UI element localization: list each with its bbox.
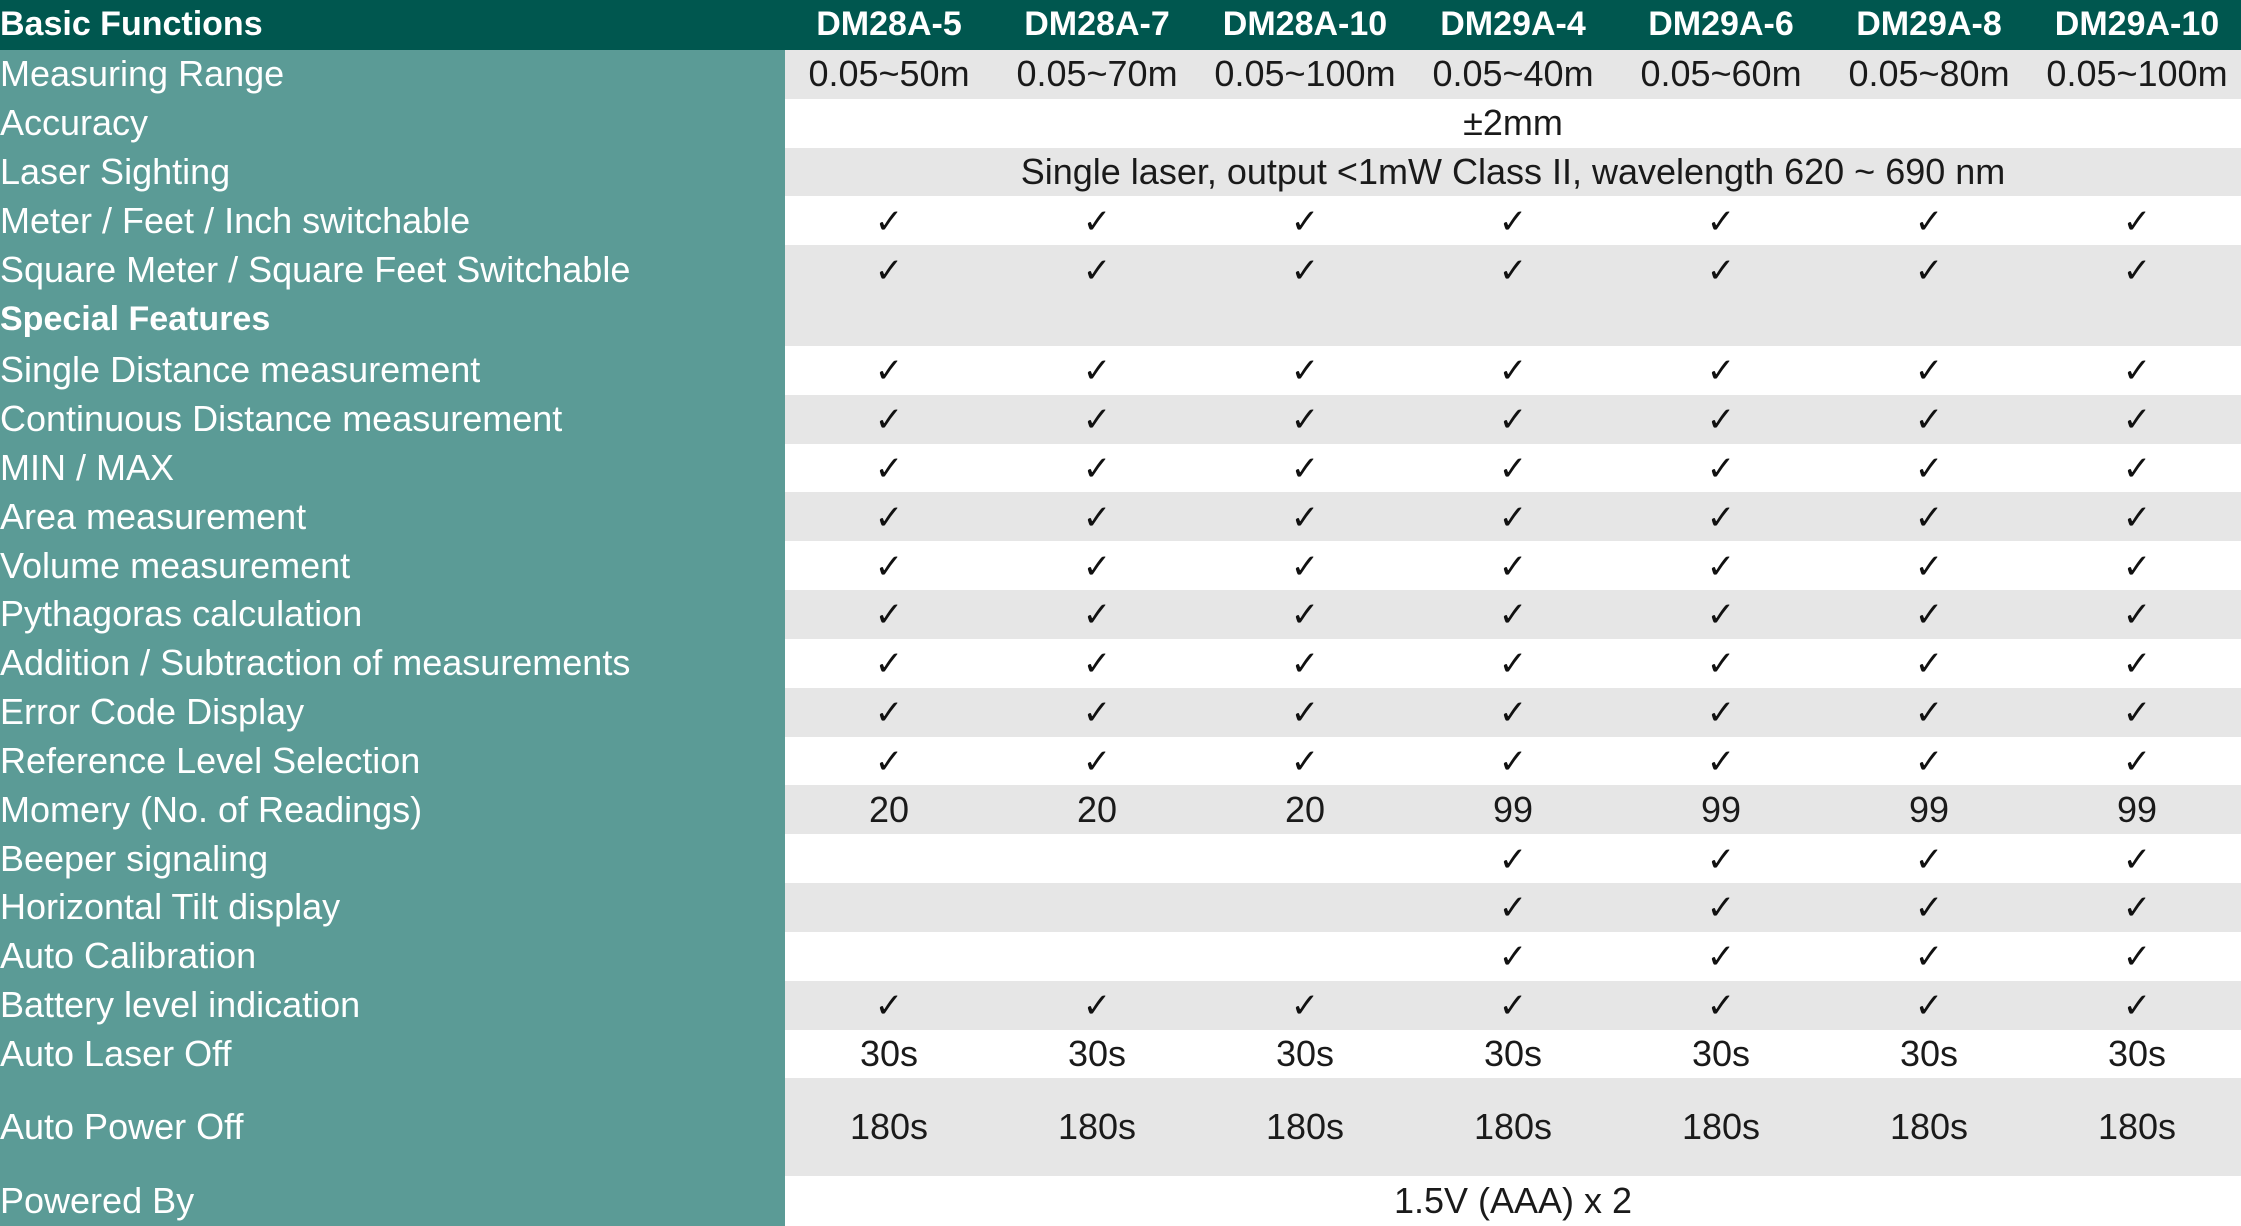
checkmark-icon: ✓ <box>874 250 904 291</box>
value-cell: 30s <box>1201 1030 1409 1079</box>
checkmark-icon: ✓ <box>2122 449 2152 489</box>
check-cell <box>1409 834 1617 883</box>
check-cell <box>1201 639 1409 688</box>
row-powered-by <box>0 1176 2241 1226</box>
checkmark-icon: ✓ <box>2122 693 2152 734</box>
section-heading: Special Features <box>0 294 785 346</box>
check-cell <box>2033 737 2241 786</box>
check-cell <box>2033 444 2241 493</box>
row-single-distance <box>0 346 2241 395</box>
checkmark-icon: ✓ <box>874 986 904 1027</box>
check-cell <box>1617 395 1825 444</box>
check-cell <box>785 541 993 590</box>
checkmark-icon: ✓ <box>1290 449 1320 489</box>
row-label: Powered By <box>0 1176 785 1226</box>
checkmark-icon: ✓ <box>1290 986 1320 1027</box>
checkmark-icon: ✓ <box>1290 400 1320 441</box>
check-cell <box>2033 346 2241 395</box>
checkmark-icon: ✓ <box>1914 644 1944 685</box>
model-header: DM29A-10 <box>2033 0 2241 50</box>
check-cell <box>1617 688 1825 737</box>
checkmark-icon: ✓ <box>874 351 904 392</box>
check-cell <box>785 981 993 1030</box>
value-cell: 20 <box>785 785 993 834</box>
value-cell: 180s <box>2033 1078 2241 1176</box>
row-measuring-range <box>0 50 2241 99</box>
row-label: Measuring Range <box>0 50 785 99</box>
checkmark-icon: ✓ <box>1498 644 1528 685</box>
checkmark-icon: ✓ <box>2122 839 2152 880</box>
check-cell <box>1409 346 1617 395</box>
row-label: Area measurement <box>0 492 785 541</box>
check-cell <box>1825 590 2033 639</box>
empty-cell <box>785 294 2241 346</box>
checkmark-icon: ✓ <box>1498 937 1528 978</box>
checkmark-icon: ✓ <box>1290 644 1320 685</box>
check-cell <box>1825 395 2033 444</box>
check-cell <box>2033 981 2241 1030</box>
check-cell <box>2033 492 2241 541</box>
model-header: DM28A-5 <box>785 0 993 50</box>
header-row <box>0 0 2241 50</box>
value-cell: Single laser, output <1mW Class II, wavelength 620 ~ 690 nm <box>785 148 2241 197</box>
value-cell: 0.05~60m <box>1617 50 1825 99</box>
value-cell: 0.05~100m <box>1201 50 1409 99</box>
value-cell: 30s <box>785 1030 993 1079</box>
check-cell <box>1617 346 1825 395</box>
check-cell <box>1825 688 2033 737</box>
checkmark-icon: ✓ <box>1498 839 1528 880</box>
check-cell <box>1617 590 1825 639</box>
check-cell <box>1617 932 1825 981</box>
check-cell <box>993 245 1201 294</box>
checkmark-icon: ✓ <box>1914 888 1944 929</box>
check-cell <box>1201 444 1409 493</box>
check-cell <box>1409 883 1617 932</box>
checkmark-icon: ✓ <box>2122 546 2152 587</box>
checkmark-icon: ✓ <box>1498 351 1528 392</box>
row-label: MIN / MAX <box>0 444 785 493</box>
check-cell <box>785 346 993 395</box>
row-label: Single Distance measurement <box>0 346 785 395</box>
check-cell <box>785 590 993 639</box>
value-cell: 30s <box>2033 1030 2241 1079</box>
check-cell <box>1409 639 1617 688</box>
checkmark-icon: ✓ <box>874 497 904 538</box>
row-volume <box>0 541 2241 590</box>
checkmark-icon: ✓ <box>1082 546 1112 587</box>
value-cell: 180s <box>1201 1078 1409 1176</box>
check-cell <box>1617 639 1825 688</box>
check-cell <box>785 395 993 444</box>
check-cell <box>1825 346 2033 395</box>
row-auto-power-off <box>0 1078 2241 1176</box>
check-cell <box>1201 492 1409 541</box>
check-cell <box>2033 245 2241 294</box>
row-auto-laser-off <box>0 1030 2241 1079</box>
checkmark-icon: ✓ <box>1706 351 1736 392</box>
check-cell <box>993 737 1201 786</box>
check-cell <box>1409 688 1617 737</box>
checkmark-icon: ✓ <box>1706 201 1736 242</box>
checkmark-icon: ✓ <box>874 644 904 685</box>
empty-cell <box>785 834 993 883</box>
check-cell <box>1617 245 1825 294</box>
value-cell: 180s <box>785 1078 993 1176</box>
checkmark-icon: ✓ <box>1706 839 1736 880</box>
check-cell <box>1825 932 2033 981</box>
check-cell <box>2033 883 2241 932</box>
check-cell <box>1409 395 1617 444</box>
checkmark-icon: ✓ <box>2122 201 2152 242</box>
checkmark-icon: ✓ <box>1706 741 1736 782</box>
check-cell <box>2033 932 2241 981</box>
checkmark-icon: ✓ <box>1914 595 1944 636</box>
value-cell: 0.05~40m <box>1409 50 1617 99</box>
checkmark-icon: ✓ <box>1082 201 1112 242</box>
check-cell <box>1617 444 1825 493</box>
row-beeper <box>0 834 2241 883</box>
checkmark-icon: ✓ <box>1082 497 1112 538</box>
row-memory <box>0 785 2241 834</box>
value-cell: ±2mm <box>785 99 2241 148</box>
value-cell: 180s <box>1617 1078 1825 1176</box>
check-cell <box>1201 245 1409 294</box>
row-laser-sighting <box>0 148 2241 197</box>
check-cell <box>993 395 1201 444</box>
model-header: DM29A-4 <box>1409 0 1617 50</box>
checkmark-icon: ✓ <box>874 693 904 734</box>
check-cell <box>1617 883 1825 932</box>
checkmark-icon: ✓ <box>2122 888 2152 929</box>
checkmark-icon: ✓ <box>1914 546 1944 587</box>
check-cell <box>1409 737 1617 786</box>
check-cell <box>993 492 1201 541</box>
empty-cell <box>1201 932 1409 981</box>
check-cell <box>993 541 1201 590</box>
row-label: Accuracy <box>0 99 785 148</box>
check-cell <box>993 981 1201 1030</box>
value-cell: 0.05~80m <box>1825 50 2033 99</box>
checkmark-icon: ✓ <box>1706 400 1736 441</box>
model-header: DM28A-10 <box>1201 0 1409 50</box>
checkmark-icon: ✓ <box>874 546 904 587</box>
checkmark-icon: ✓ <box>874 741 904 782</box>
row-label: Battery level indication <box>0 981 785 1030</box>
row-label: Beeper signaling <box>0 834 785 883</box>
value-cell: 180s <box>1825 1078 2033 1176</box>
checkmark-icon: ✓ <box>1082 250 1112 291</box>
check-cell <box>1201 196 1409 245</box>
checkmark-icon: ✓ <box>2122 497 2152 538</box>
empty-cell <box>785 883 993 932</box>
value-cell: 180s <box>993 1078 1201 1176</box>
check-cell <box>993 639 1201 688</box>
checkmark-icon: ✓ <box>1290 351 1320 392</box>
value-cell: 30s <box>1825 1030 2033 1079</box>
row-continuous-distance <box>0 395 2241 444</box>
checkmark-icon: ✓ <box>1082 449 1112 489</box>
checkmark-icon: ✓ <box>1498 400 1528 441</box>
check-cell <box>2033 196 2241 245</box>
checkmark-icon: ✓ <box>1498 250 1528 291</box>
checkmark-icon: ✓ <box>1498 888 1528 929</box>
checkmark-icon: ✓ <box>1706 937 1736 978</box>
check-cell <box>1825 883 2033 932</box>
check-cell <box>785 492 993 541</box>
row-error-code <box>0 688 2241 737</box>
row-label: Volume measurement <box>0 541 785 590</box>
empty-cell <box>993 932 1201 981</box>
value-cell: 20 <box>1201 785 1409 834</box>
empty-cell <box>1201 834 1409 883</box>
checkmark-icon: ✓ <box>1914 937 1944 978</box>
checkmark-icon: ✓ <box>1082 351 1112 392</box>
check-cell <box>2033 688 2241 737</box>
check-cell <box>1617 492 1825 541</box>
row-battery-level <box>0 981 2241 1030</box>
value-cell: 30s <box>1409 1030 1617 1079</box>
checkmark-icon: ✓ <box>1498 546 1528 587</box>
check-cell <box>1409 444 1617 493</box>
row-accuracy <box>0 99 2241 148</box>
check-cell <box>1617 834 1825 883</box>
checkmark-icon: ✓ <box>874 449 904 489</box>
check-cell <box>785 639 993 688</box>
check-cell <box>785 688 993 737</box>
row-label: Laser Sighting <box>0 148 785 197</box>
check-cell <box>1617 541 1825 590</box>
checkmark-icon: ✓ <box>2122 595 2152 636</box>
checkmark-icon: ✓ <box>2122 741 2152 782</box>
check-cell <box>993 444 1201 493</box>
row-label: Square Meter / Square Feet Switchable <box>0 245 785 294</box>
value-cell: 1.5V (AAA) x 2 <box>785 1176 2241 1226</box>
check-cell <box>785 737 993 786</box>
checkmark-icon: ✓ <box>1706 644 1736 685</box>
check-cell <box>1409 196 1617 245</box>
checkmark-icon: ✓ <box>874 201 904 242</box>
checkmark-icon: ✓ <box>2122 400 2152 441</box>
checkmark-icon: ✓ <box>2122 351 2152 392</box>
checkmark-icon: ✓ <box>874 400 904 441</box>
checkmark-icon: ✓ <box>1290 741 1320 782</box>
check-cell <box>1409 541 1617 590</box>
check-cell <box>1201 688 1409 737</box>
empty-cell <box>1201 883 1409 932</box>
checkmark-icon: ✓ <box>1914 250 1944 291</box>
row-label: Reference Level Selection <box>0 737 785 786</box>
value-cell: 99 <box>1617 785 1825 834</box>
value-cell: 30s <box>993 1030 1201 1079</box>
check-cell <box>785 444 993 493</box>
checkmark-icon: ✓ <box>2122 250 2152 291</box>
check-cell <box>1201 395 1409 444</box>
row-label: Meter / Feet / Inch switchable <box>0 196 785 245</box>
empty-cell <box>993 883 1201 932</box>
check-cell <box>993 688 1201 737</box>
checkmark-icon: ✓ <box>1914 741 1944 782</box>
model-header: DM28A-7 <box>993 0 1201 50</box>
check-cell <box>1825 639 2033 688</box>
checkmark-icon: ✓ <box>2122 644 2152 685</box>
checkmark-icon: ✓ <box>1498 595 1528 636</box>
row-square-switch <box>0 245 2241 294</box>
checkmark-icon: ✓ <box>1914 693 1944 734</box>
check-cell <box>1201 590 1409 639</box>
check-cell <box>1825 737 2033 786</box>
value-cell: 99 <box>2033 785 2241 834</box>
checkmark-icon: ✓ <box>1082 595 1112 636</box>
checkmark-icon: ✓ <box>2122 937 2152 978</box>
check-cell <box>1617 196 1825 245</box>
row-label: Auto Calibration <box>0 932 785 981</box>
check-cell <box>1617 737 1825 786</box>
check-cell <box>1201 737 1409 786</box>
checkmark-icon: ✓ <box>1914 839 1944 880</box>
check-cell <box>1825 981 2033 1030</box>
checkmark-icon: ✓ <box>1914 400 1944 441</box>
checkmark-icon: ✓ <box>1498 693 1528 734</box>
row-addition-subtraction <box>0 639 2241 688</box>
check-cell <box>2033 834 2241 883</box>
check-cell <box>1825 245 2033 294</box>
check-cell <box>785 245 993 294</box>
check-cell <box>993 346 1201 395</box>
check-cell <box>1825 492 2033 541</box>
value-cell: 20 <box>993 785 1201 834</box>
row-reference-level <box>0 737 2241 786</box>
checkmark-icon: ✓ <box>1082 741 1112 782</box>
checkmark-icon: ✓ <box>1082 693 1112 734</box>
check-cell <box>1409 245 1617 294</box>
checkmark-icon: ✓ <box>1290 693 1320 734</box>
checkmark-icon: ✓ <box>1914 986 1944 1027</box>
header-label: Basic Functions <box>0 0 785 50</box>
checkmark-icon: ✓ <box>2122 986 2152 1027</box>
check-cell <box>1201 541 1409 590</box>
check-cell <box>1617 981 1825 1030</box>
empty-cell <box>993 834 1201 883</box>
checkmark-icon: ✓ <box>874 595 904 636</box>
row-label: Continuous Distance measurement <box>0 395 785 444</box>
check-cell <box>1409 492 1617 541</box>
check-cell <box>785 196 993 245</box>
row-label: Momery (No. of Readings) <box>0 785 785 834</box>
row-min-max <box>0 444 2241 493</box>
value-cell: 99 <box>1409 785 1617 834</box>
checkmark-icon: ✓ <box>1498 741 1528 782</box>
check-cell <box>2033 541 2241 590</box>
value-cell: 0.05~100m <box>2033 50 2241 99</box>
checkmark-icon: ✓ <box>1914 497 1944 538</box>
row-label: Auto Power Off <box>0 1078 785 1176</box>
row-label: Horizontal Tilt display <box>0 883 785 932</box>
checkmark-icon: ✓ <box>1498 497 1528 538</box>
checkmark-icon: ✓ <box>1498 986 1528 1027</box>
value-cell: 0.05~70m <box>993 50 1201 99</box>
check-cell <box>1825 834 2033 883</box>
row-horizontal-tilt <box>0 883 2241 932</box>
row-label: Auto Laser Off <box>0 1030 785 1079</box>
checkmark-icon: ✓ <box>1498 201 1528 242</box>
check-cell <box>993 196 1201 245</box>
checkmark-icon: ✓ <box>1706 888 1736 929</box>
checkmark-icon: ✓ <box>1706 497 1736 538</box>
row-auto-calibration <box>0 932 2241 981</box>
row-special-features <box>0 294 2241 346</box>
check-cell <box>1825 541 2033 590</box>
checkmark-icon: ✓ <box>1082 400 1112 441</box>
checkmark-icon: ✓ <box>1082 644 1112 685</box>
row-area <box>0 492 2241 541</box>
checkmark-icon: ✓ <box>1498 449 1528 489</box>
checkmark-icon: ✓ <box>1290 595 1320 636</box>
check-cell <box>1825 444 2033 493</box>
check-cell <box>1825 196 2033 245</box>
check-cell <box>1409 932 1617 981</box>
checkmark-icon: ✓ <box>1290 546 1320 587</box>
model-header: DM29A-8 <box>1825 0 2033 50</box>
checkmark-icon: ✓ <box>1914 351 1944 392</box>
row-label: Error Code Display <box>0 688 785 737</box>
check-cell <box>2033 590 2241 639</box>
row-label: Pythagoras calculation <box>0 590 785 639</box>
checkmark-icon: ✓ <box>1290 201 1320 242</box>
check-cell <box>2033 639 2241 688</box>
model-header: DM29A-6 <box>1617 0 1825 50</box>
checkmark-icon: ✓ <box>1706 693 1736 734</box>
empty-cell <box>785 932 993 981</box>
value-cell: 180s <box>1409 1078 1617 1176</box>
checkmark-icon: ✓ <box>1290 497 1320 538</box>
checkmark-icon: ✓ <box>1290 250 1320 291</box>
checkmark-icon: ✓ <box>1706 595 1736 636</box>
checkmark-icon: ✓ <box>1706 986 1736 1027</box>
check-cell <box>2033 395 2241 444</box>
check-cell <box>993 590 1201 639</box>
value-cell: 30s <box>1617 1030 1825 1079</box>
value-cell: 99 <box>1825 785 2033 834</box>
value-cell: 0.05~50m <box>785 50 993 99</box>
checkmark-icon: ✓ <box>1706 449 1736 489</box>
checkmark-icon: ✓ <box>1706 250 1736 291</box>
checkmark-icon: ✓ <box>1706 546 1736 587</box>
row-meter-feet-inch <box>0 196 2241 245</box>
check-cell <box>1201 346 1409 395</box>
row-label: Addition / Subtraction of measurements <box>0 639 785 688</box>
row-pythagoras <box>0 590 2241 639</box>
checkmark-icon: ✓ <box>1914 201 1944 242</box>
checkmark-icon: ✓ <box>1914 449 1944 489</box>
checkmark-icon: ✓ <box>1082 986 1112 1027</box>
check-cell <box>1201 981 1409 1030</box>
check-cell <box>1409 590 1617 639</box>
check-cell <box>1409 981 1617 1030</box>
